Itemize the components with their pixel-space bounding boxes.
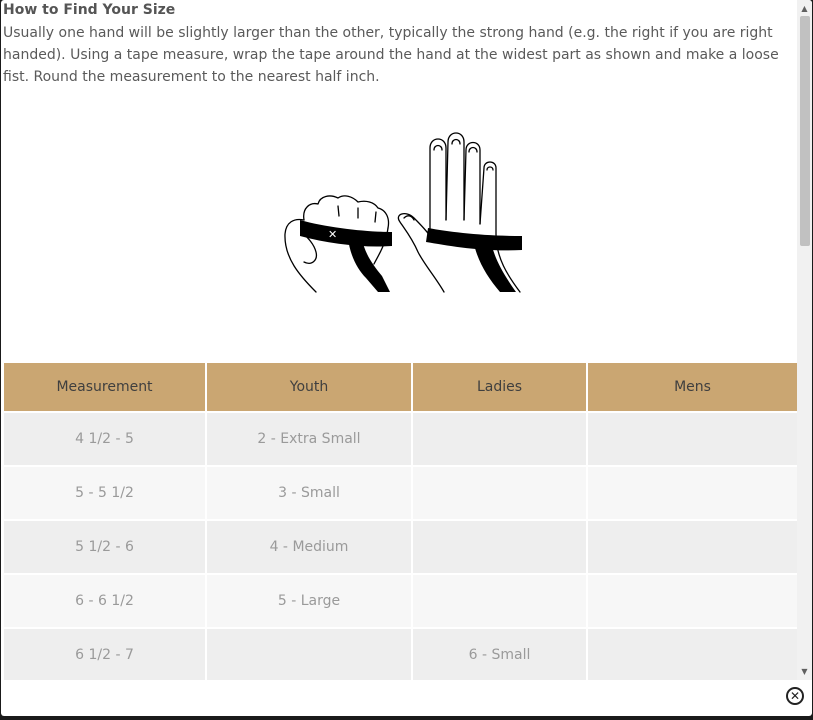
size-chart-table [4,363,797,680]
modal-content [1,0,797,680]
column-header-youth: Youth [206,363,412,412]
svg-text:✕: ✕ [328,228,338,241]
size-guide-modal [1,0,812,716]
modal-title: How to Find Your Size [3,2,176,18]
column-header-mens: Mens [587,363,797,412]
close-icon[interactable]: ✕ [786,687,804,705]
mens-cell [587,628,797,680]
measurement-cell: 6 1/2 - 7 [4,628,206,680]
youth-cell: 2 - Extra Small [206,412,412,466]
table-row [4,628,797,680]
scroll-up-icon[interactable]: ▲ [801,4,808,13]
ladies-cell [412,520,587,574]
measurement-cell: 5 - 5 1/2 [4,466,206,520]
mens-cell [587,574,797,628]
ladies-cell [412,412,587,466]
ladies-cell [412,574,587,628]
youth-cell [206,628,412,680]
column-header-measurement: Measurement [4,363,206,412]
mens-cell [587,466,797,520]
ladies-cell [412,466,587,520]
table-header-row [4,363,797,412]
youth-cell: 3 - Small [206,466,412,520]
scrollbar-thumb[interactable] [800,16,810,246]
column-header-ladies: Ladies [412,363,587,412]
youth-cell: 4 - Medium [206,520,412,574]
measurement-cell: 5 1/2 - 6 [4,520,206,574]
table-row [4,574,797,628]
youth-cell: 5 - Large [206,574,412,628]
table-row [4,466,797,520]
measurement-cell: 4 1/2 - 5 [4,412,206,466]
hand-measurement-illustration [278,128,528,300]
vertical-scrollbar[interactable] [797,0,812,680]
table-row [4,412,797,466]
mens-cell [587,520,797,574]
measurement-cell: 6 - 6 1/2 [4,574,206,628]
modal-intro-text: Usually one hand will be slightly larger than the other, typically the strong hand (e.g. the right if you are right handed). Using a tape measure, wrap the tape around the hand at the widest part as shown and make a loose fist. Round the measurement to the nearest half inch. [3,25,779,85]
scroll-down-icon[interactable]: ▼ [801,667,808,676]
table-row [4,520,797,574]
mens-cell [587,412,797,466]
ladies-cell: 6 - Small [412,628,587,680]
